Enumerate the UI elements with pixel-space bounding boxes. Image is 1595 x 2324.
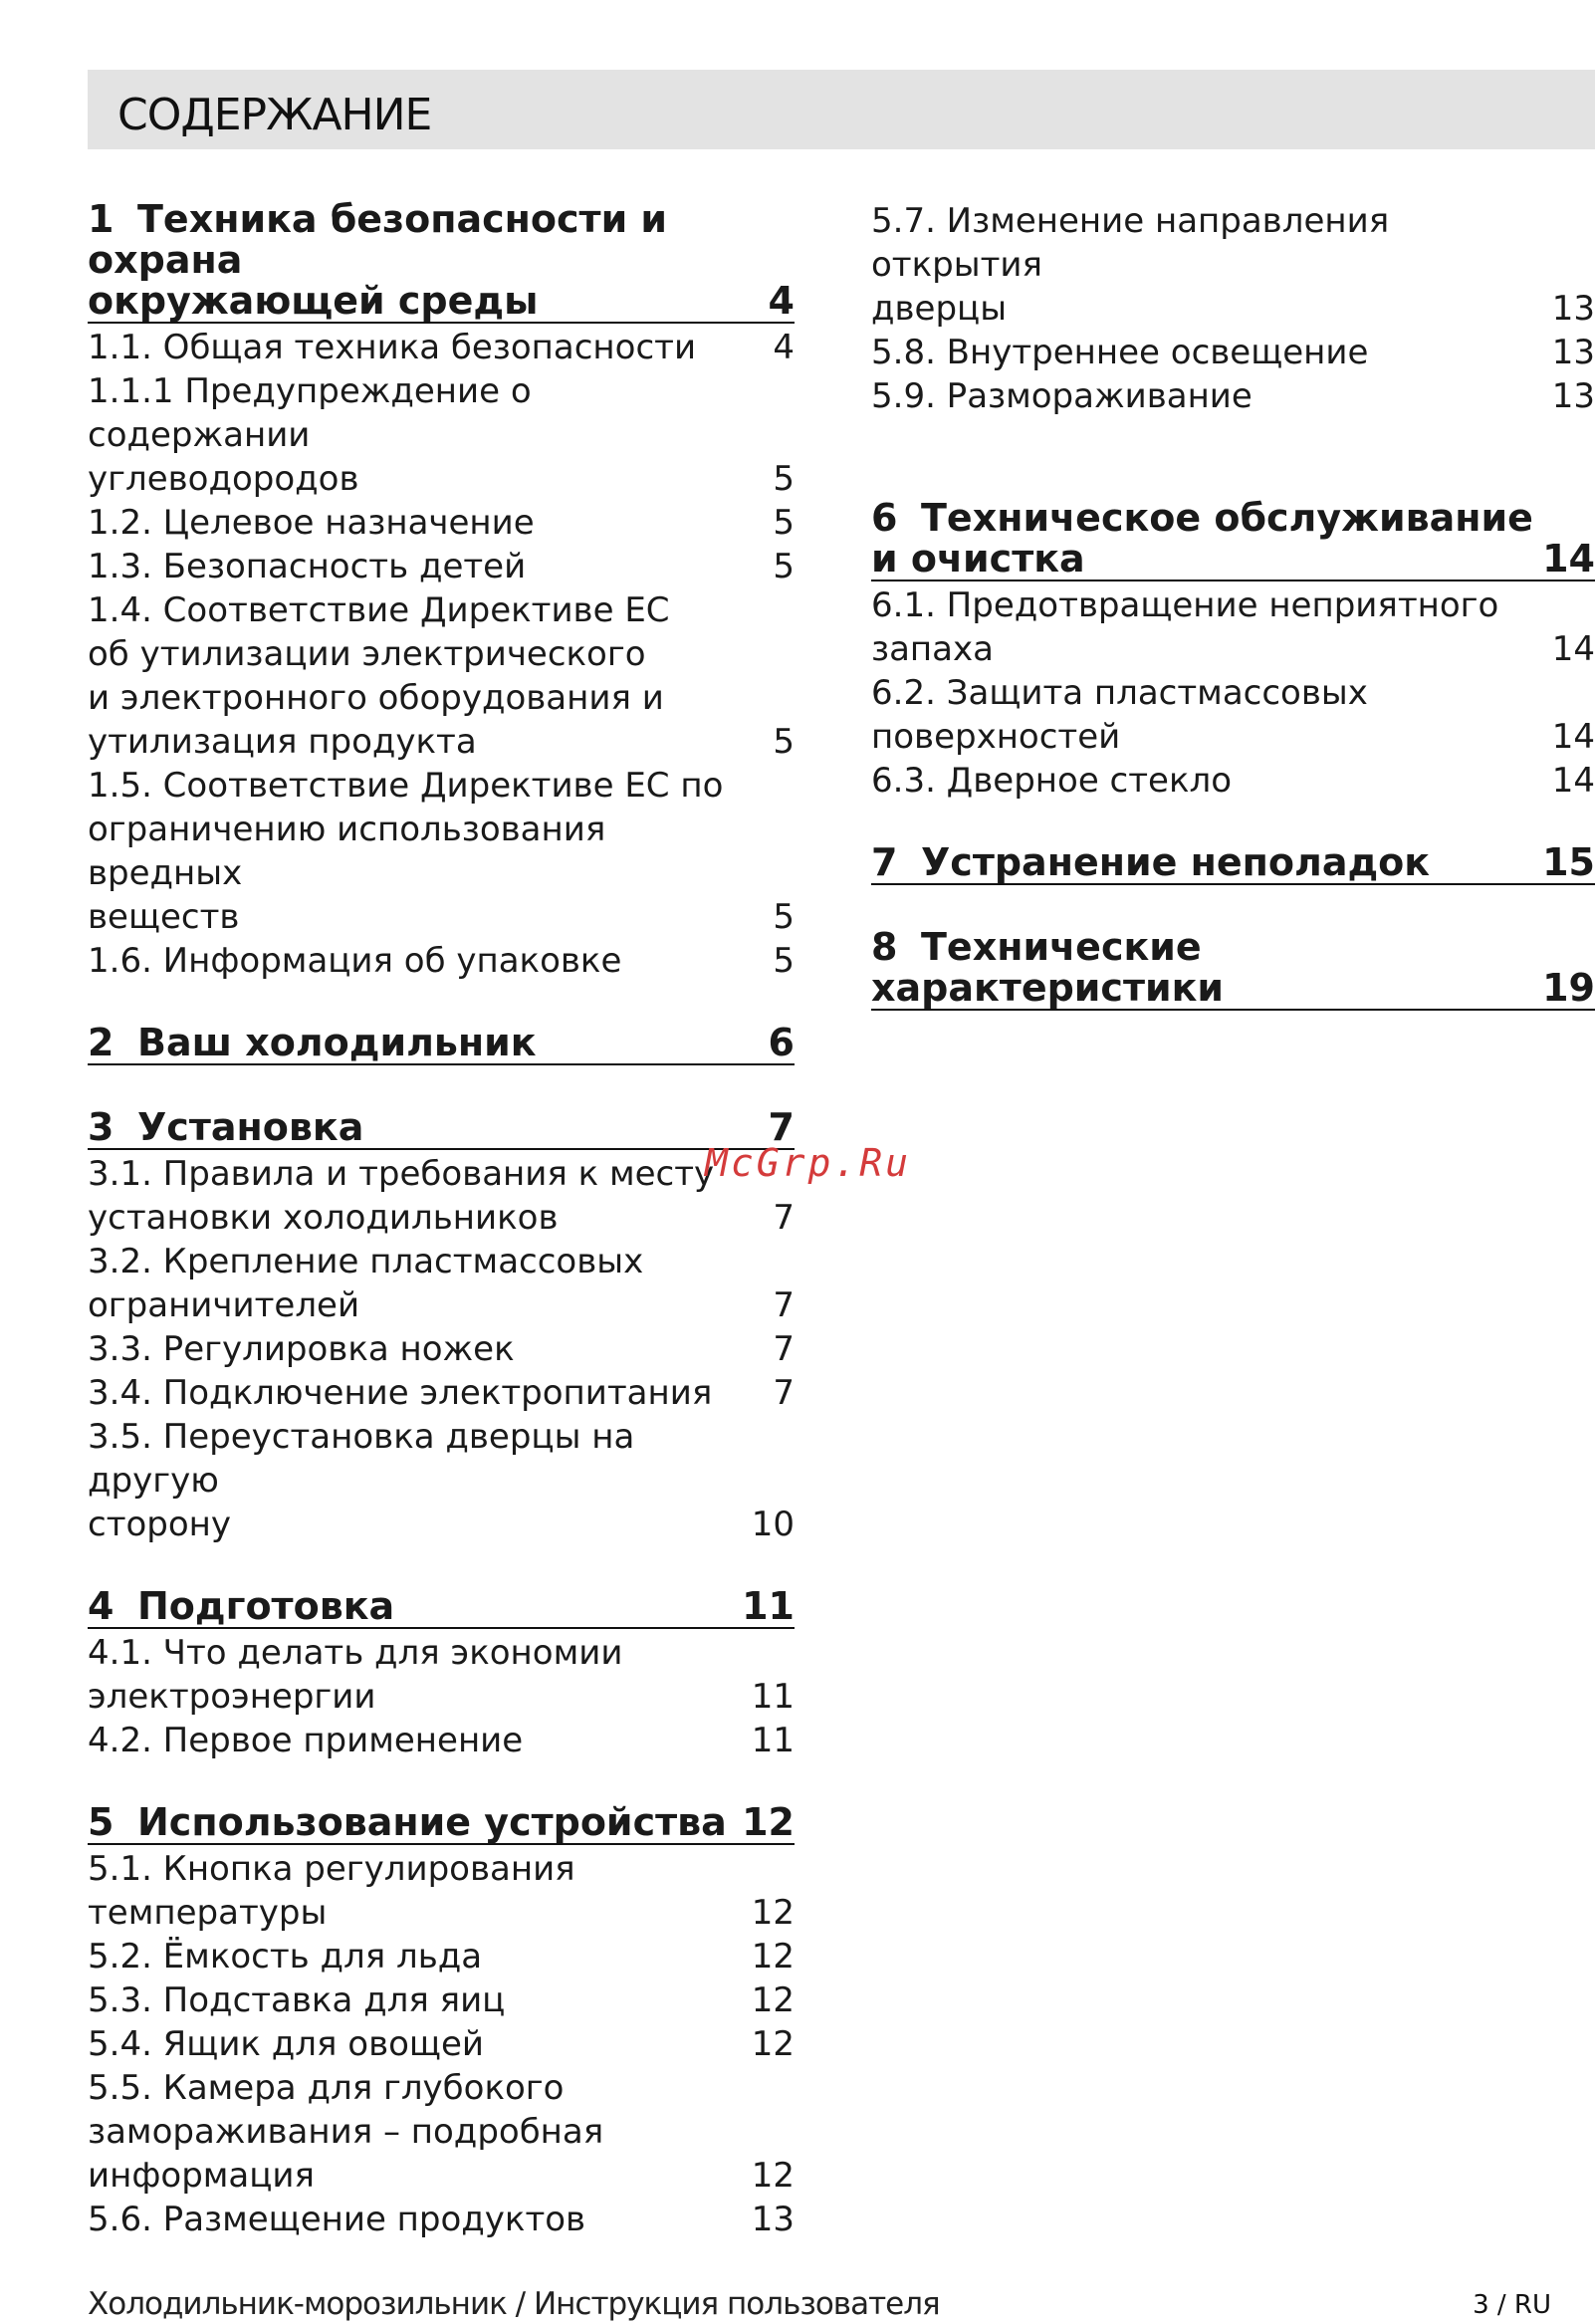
- footer-document-title: Холодильник-морозильник / Инструкция пользователя: [88, 2286, 940, 2322]
- page-number: 12: [742, 1800, 795, 1844]
- entry-text-line: 6.1. Предотвращение неприятного: [871, 585, 1499, 625]
- section-number: 8: [871, 925, 898, 969]
- page-number: 7: [768, 1105, 795, 1149]
- page-number: 14: [1551, 717, 1595, 757]
- page-number: 7: [773, 1285, 795, 1325]
- section-title-line: 7 Устранение неполадок: [871, 840, 1431, 884]
- entry-text-line: 3.5. Переустановка дверцы на другую: [88, 1417, 635, 1501]
- page-number: 14: [1542, 537, 1595, 581]
- page-number: 13: [1551, 333, 1595, 372]
- toc-entry[interactable]: [88, 545, 795, 588]
- toc-entry[interactable]: [88, 1847, 795, 1935]
- page-number: 13: [1551, 289, 1595, 329]
- entry-text-line: 5.9. Размораживание: [871, 376, 1253, 416]
- spacer: [88, 1762, 795, 1802]
- page-number: 5: [773, 897, 795, 937]
- page-number: 12: [751, 2024, 795, 2064]
- entry-text-line: 1.2. Целевое назначение: [88, 503, 535, 543]
- watermark: McGrp.Ru: [705, 1141, 912, 1185]
- entry-text-line: 3.4. Подключение электропитания: [88, 1373, 713, 1413]
- entry-text-line: установки холодильников: [88, 1198, 559, 1238]
- entry-text-line: 5.8. Внутреннее освещение: [871, 333, 1369, 372]
- entry-text-line: 3.1. Правила и требования к месту: [88, 1154, 715, 1194]
- spacer: [871, 458, 1595, 498]
- toc-entry[interactable]: [88, 2066, 795, 2198]
- toc-entry[interactable]: [871, 583, 1595, 671]
- entry-text-line: 4.2. Первое применение: [88, 1721, 524, 1760]
- page-number: 5: [773, 722, 795, 762]
- entry-text-line: поверхностей: [871, 717, 1121, 757]
- entry-text-line: 5.6. Размещение продуктов: [88, 2200, 586, 2239]
- page-number: 5: [773, 941, 795, 981]
- entry-text-line: 6.2. Защита пластмассовых: [871, 673, 1368, 713]
- section-number: 4: [88, 1584, 114, 1628]
- toc-entry[interactable]: [88, 1719, 795, 1762]
- toc-entry[interactable]: [88, 588, 795, 764]
- section-title-line: 6 Техническое обслуживание: [871, 496, 1533, 540]
- entry-text-line: 1.4. Соответствие Директиве ЕС: [88, 590, 670, 630]
- entry-text-line: и электронного оборудования и: [88, 678, 664, 718]
- toc-entry[interactable]: [88, 326, 795, 369]
- spacer: [88, 1546, 795, 1586]
- page-number: 15: [1542, 840, 1595, 884]
- toc-entry[interactable]: [88, 1371, 795, 1415]
- section-number: 5: [88, 1800, 114, 1844]
- entry-text-line: 3.3. Регулировка ножек: [88, 1329, 515, 1369]
- entry-text-line: ограничению использования вредных: [88, 810, 606, 893]
- entry-text-line: замораживания – подробная: [88, 2112, 604, 2152]
- toc-section-heading[interactable]: [88, 1023, 795, 1065]
- entry-text-line: 5.2. Ёмкость для льда: [88, 1937, 483, 1976]
- spacer: [871, 418, 1595, 458]
- toc-left-column: [88, 199, 795, 2241]
- section-title-line: характеристики: [871, 966, 1225, 1010]
- page-number: 14: [1551, 761, 1595, 801]
- entry-text-line: углеводородов: [88, 459, 359, 499]
- section-number: 6: [871, 496, 898, 540]
- section-title-line: 5 Использование устройства: [88, 1800, 727, 1844]
- entry-text-line: 1.5. Соответствие Директиве ЕС по: [88, 766, 724, 806]
- entry-text-line: сторону: [88, 1505, 232, 1544]
- footer-page-number: 3 / RU: [1473, 2290, 1551, 2320]
- entry-text-line: дверцы: [871, 289, 1008, 329]
- section-title-line: 3 Установка: [88, 1105, 364, 1149]
- entry-text-line: 5.4. Ящик для овощей: [88, 2024, 484, 2064]
- page-number: 4: [768, 279, 795, 323]
- page-number: 12: [751, 1937, 795, 1976]
- toc-section-heading[interactable]: [871, 498, 1595, 581]
- toc-section-heading[interactable]: [871, 927, 1595, 1011]
- toc-entry[interactable]: [88, 1415, 795, 1546]
- page-number: 14: [1551, 629, 1595, 669]
- entry-text-line: 6.3. Дверное стекло: [871, 761, 1233, 801]
- entry-text-line: 5.1. Кнопка регулирования: [88, 1849, 575, 1889]
- page-number: 11: [751, 1677, 795, 1717]
- toc-entry[interactable]: [88, 1935, 795, 1978]
- entry-text-line: утилизация продукта: [88, 722, 477, 762]
- section-title-line: 4 Подготовка: [88, 1584, 395, 1628]
- entry-text-line: температуры: [88, 1893, 328, 1933]
- toc-entry[interactable]: [88, 1631, 795, 1719]
- entry-text-line: 1.1.1 Предупреждение о содержании: [88, 371, 532, 455]
- page-number: 5: [773, 459, 795, 499]
- toc-section-heading[interactable]: [88, 199, 795, 324]
- page-number: 13: [751, 2200, 795, 2239]
- title-bar: [88, 70, 1595, 149]
- toc-entry[interactable]: [871, 671, 1595, 759]
- section-number: 2: [88, 1021, 114, 1064]
- spacer: [871, 803, 1595, 842]
- entry-text-line: 5.3. Подставка для яиц: [88, 1980, 506, 2020]
- spacer: [871, 887, 1595, 927]
- section-title-line: 2 Ваш холодильник: [88, 1021, 537, 1064]
- toc-entry[interactable]: [88, 2022, 795, 2066]
- page-number: 7: [773, 1198, 795, 1238]
- toc-section-heading[interactable]: [88, 1586, 795, 1629]
- page-number: 13: [1551, 376, 1595, 416]
- entry-text-line: веществ: [88, 897, 240, 937]
- toc-entry[interactable]: [88, 764, 795, 939]
- page-number: 5: [773, 547, 795, 586]
- section-number: 3: [88, 1105, 114, 1149]
- toc-entry[interactable]: [871, 759, 1595, 803]
- toc-section-heading[interactable]: [88, 1802, 795, 1845]
- entry-text-line: об утилизации электрического: [88, 634, 646, 674]
- toc-entry[interactable]: [88, 501, 795, 545]
- spacer: [88, 983, 795, 1023]
- toc-section-heading[interactable]: [88, 1107, 795, 1150]
- toc-entry[interactable]: [871, 331, 1595, 374]
- entry-text-line: 4.1. Что делать для экономии: [88, 1633, 623, 1673]
- page-number: 19: [1542, 966, 1595, 1010]
- toc-entry[interactable]: [88, 2198, 795, 2241]
- page-title: СОДЕРЖАНИЕ: [117, 90, 432, 140]
- page-number: 4: [773, 328, 795, 367]
- entry-text-line: информация: [88, 2156, 315, 2196]
- section-title-line: окружающей среды: [88, 279, 539, 323]
- page-number: 7: [773, 1373, 795, 1413]
- entry-text-line: 5.7. Изменение направления открытия: [871, 201, 1390, 285]
- page-number: 7: [773, 1329, 795, 1369]
- toc-entry[interactable]: [88, 1240, 795, 1327]
- section-number: 7: [871, 840, 898, 884]
- section-title-line: 8 Технические: [871, 925, 1202, 969]
- entry-text-line: 5.5. Камера для глубокого: [88, 2068, 565, 2108]
- page-number: 6: [768, 1021, 795, 1064]
- section-number: 1: [88, 197, 114, 241]
- toc-entry[interactable]: [88, 1327, 795, 1371]
- toc-entry[interactable]: [88, 1978, 795, 2022]
- toc-right-column: [871, 199, 1595, 1013]
- toc-entry[interactable]: [88, 369, 795, 501]
- page-number: 10: [751, 1505, 795, 1544]
- toc-section-heading[interactable]: [871, 842, 1595, 885]
- entry-text-line: 1.6. Информация об упаковке: [88, 941, 622, 981]
- toc-entry[interactable]: [88, 939, 795, 983]
- entry-text-line: запаха: [871, 629, 994, 669]
- entry-text-line: 1.3. Безопасность детей: [88, 547, 527, 586]
- toc-entry[interactable]: [871, 374, 1595, 418]
- entry-text-line: электроэнергии: [88, 1677, 376, 1717]
- page-number: 12: [751, 1893, 795, 1933]
- page-number: 12: [751, 2156, 795, 2196]
- page-number: 11: [751, 1721, 795, 1760]
- section-title-line: 1 Техника безопасности и охрана: [88, 197, 668, 282]
- toc-entry[interactable]: [88, 1152, 795, 1240]
- page-number: 11: [742, 1584, 795, 1628]
- entry-text-line: ограничителей: [88, 1285, 360, 1325]
- toc-entry[interactable]: [871, 199, 1595, 331]
- page-number: 12: [751, 1980, 795, 2020]
- entry-text-line: 3.2. Крепление пластмассовых: [88, 1242, 644, 1281]
- spacer: [88, 1067, 795, 1107]
- page-number: 5: [773, 503, 795, 543]
- section-title-line: и очистка: [871, 537, 1085, 581]
- entry-text-line: 1.1. Общая техника безопасности: [88, 328, 697, 367]
